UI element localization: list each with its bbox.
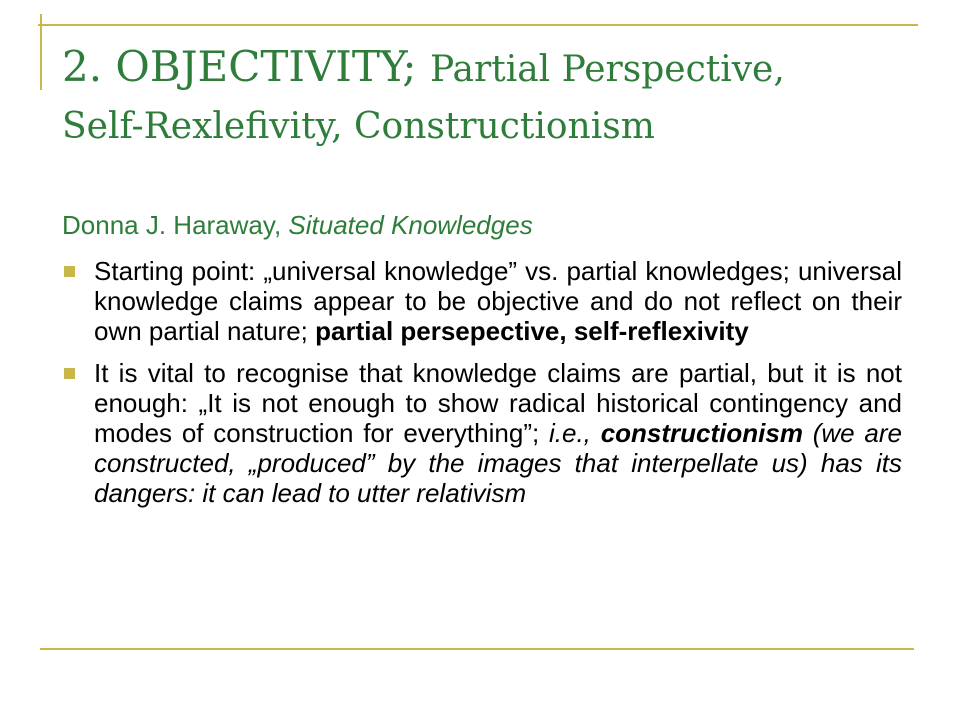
- bullet-emphasis: partial persepective, self-reflexivity: [315, 316, 749, 346]
- subtitle-work: Situated Knowledges: [288, 210, 533, 240]
- title-line1-rest: Partial Perspective,: [429, 49, 785, 90]
- top-divider: [38, 24, 918, 26]
- bullet-list: [62, 256, 902, 520]
- bullet-ie: i.e.,: [548, 418, 591, 448]
- bullet-item: [62, 256, 902, 346]
- bullet-item: [62, 358, 902, 508]
- bullet-text: It is vital to recognise that knowledge claims are partial, but it is not enough: „It is not enough to show radical historical contingency and modes of construction for everything”;: [94, 358, 902, 448]
- bullet-text: Starting point: „universal knowledge” vs. partial knowledges; universal knowledge claims appear to be objective and do not reflect on their own partial nature;: [94, 256, 902, 346]
- slide-title: [62, 40, 922, 154]
- title-line2: Self-Rexlefivity, Constructionism: [62, 106, 655, 147]
- title-number: 2. OBJECTIVITY;: [62, 42, 417, 91]
- bullet-emphasis: constructionism: [600, 418, 803, 448]
- bullet-italic-text: (we are constructed, „produced” by the images that interpellate us) has its dangers: it can lead to utter relativism: [94, 418, 902, 508]
- bottom-divider: [40, 648, 914, 650]
- square-bullet-icon: [64, 266, 75, 277]
- subtitle: [62, 210, 533, 241]
- left-accent-bar: [40, 14, 42, 90]
- subtitle-author: Donna J. Haraway,: [62, 210, 282, 240]
- square-bullet-icon: [64, 368, 75, 379]
